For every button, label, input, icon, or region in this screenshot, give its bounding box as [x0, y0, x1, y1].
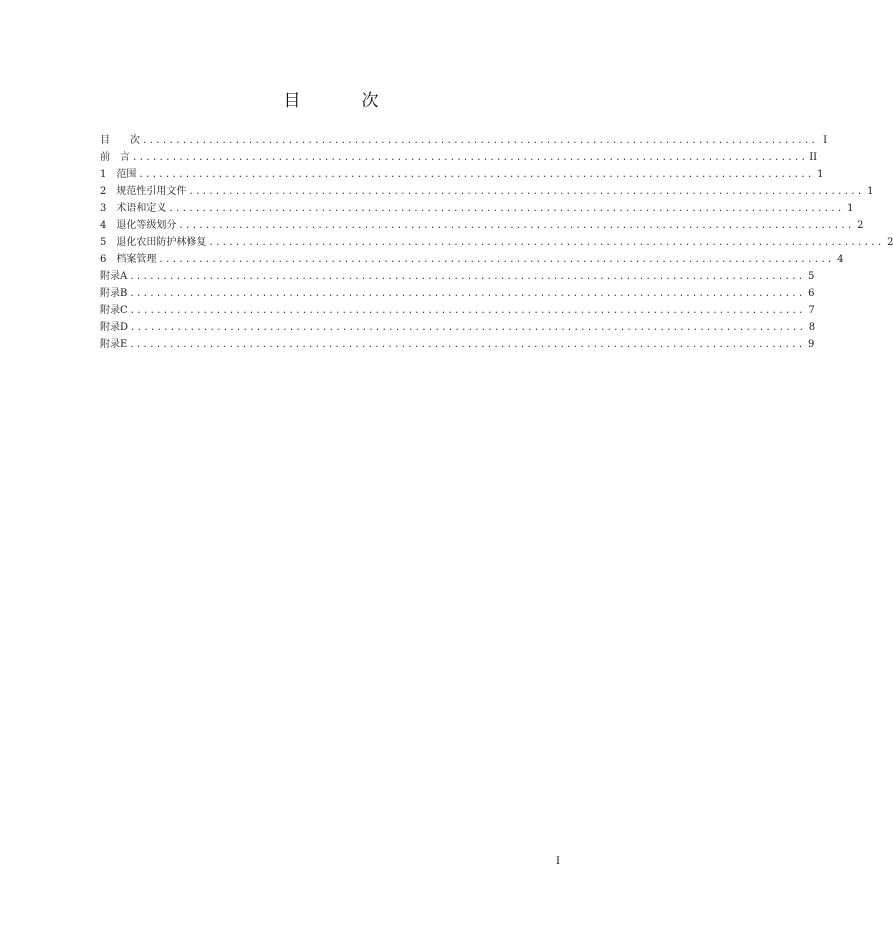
toc-entry-label: 目 次	[100, 135, 140, 146]
toc-entry-label: 3 术语和定义	[100, 203, 167, 214]
toc-entry-label: 4 退化等级划分	[100, 220, 177, 231]
toc-entry-page: 7	[808, 305, 815, 316]
toc-title: 目 次	[283, 91, 401, 111]
toc-entry-label: 附录C	[100, 305, 128, 316]
page-number: I	[556, 856, 560, 867]
toc-entry-page: 4	[837, 254, 844, 265]
dot-leader: ......................................................................................................	[138, 170, 814, 180]
dot-leader: ......................................................................................................	[129, 340, 805, 350]
dot-leader: ......................................................................................................	[129, 306, 805, 316]
toc-entry-appendix-e[interactable]	[100, 336, 815, 353]
dot-leader: ......................................................................................................	[178, 221, 854, 231]
toc-entry-label: 附录D	[100, 322, 129, 333]
toc-entry-page: 2	[857, 220, 864, 231]
toc-entry-normative-references[interactable]	[100, 183, 874, 200]
toc-entry-page: II	[809, 152, 818, 163]
toc-entry-label: 1 范围	[100, 169, 137, 180]
toc-entry-page: 8	[808, 322, 816, 333]
toc-entry-page: 1	[867, 186, 874, 197]
toc-entry-appendix-a[interactable]	[100, 268, 815, 285]
toc-entry-label: 5 退化农田防护林修复	[100, 237, 207, 248]
dot-leader: ......................................................................................................	[132, 153, 808, 163]
toc-entry-page: 1	[817, 169, 824, 180]
dot-leader: ......................................................................................................	[129, 289, 805, 299]
toc-entry-archive-management[interactable]	[100, 251, 844, 268]
toc-entry-label: 2 规范性引用文件	[100, 186, 187, 197]
toc-entry-page: 5	[807, 271, 815, 282]
dot-leader: ......................................................................................................	[158, 255, 834, 265]
toc-entry-degradation-grading[interactable]	[100, 217, 864, 234]
dot-leader: ......................................................................................................	[208, 238, 884, 248]
toc-entry-scope[interactable]	[100, 166, 824, 183]
dot-leader: ......................................................................................................	[168, 204, 844, 214]
toc-entry-label: 附录E	[100, 339, 128, 350]
toc-entry-label: 前 言	[100, 152, 130, 163]
toc-entry-appendix-b[interactable]	[100, 285, 815, 302]
toc-entry-appendix-c[interactable]	[100, 302, 815, 319]
toc-entry-label: 6 档案管理	[100, 254, 157, 265]
toc-entry-page: 6	[808, 288, 815, 299]
dot-leader: ......................................................................................................	[188, 187, 864, 197]
dot-leader: ......................................................................................................	[142, 136, 818, 146]
toc-entry-page: 2	[887, 237, 893, 248]
toc-entry-label: 附录B	[100, 288, 128, 299]
toc-entry-appendix-d[interactable]	[100, 319, 816, 336]
table-of-contents	[100, 132, 893, 353]
toc-entry-terms-definitions[interactable]	[100, 200, 854, 217]
toc-entry-label: 附录A	[100, 271, 128, 282]
toc-entry-page: 9	[808, 339, 815, 350]
toc-entry-qianyan[interactable]	[100, 149, 818, 166]
toc-entry-page: I	[823, 135, 828, 146]
toc-entry-shelterbelt-restoration[interactable]	[100, 234, 893, 251]
dot-leader: ......................................................................................................	[130, 323, 806, 333]
toc-entry-page: 1	[847, 203, 854, 214]
toc-entry-mulu[interactable]	[100, 132, 828, 149]
dot-leader: ......................................................................................................	[129, 272, 805, 282]
